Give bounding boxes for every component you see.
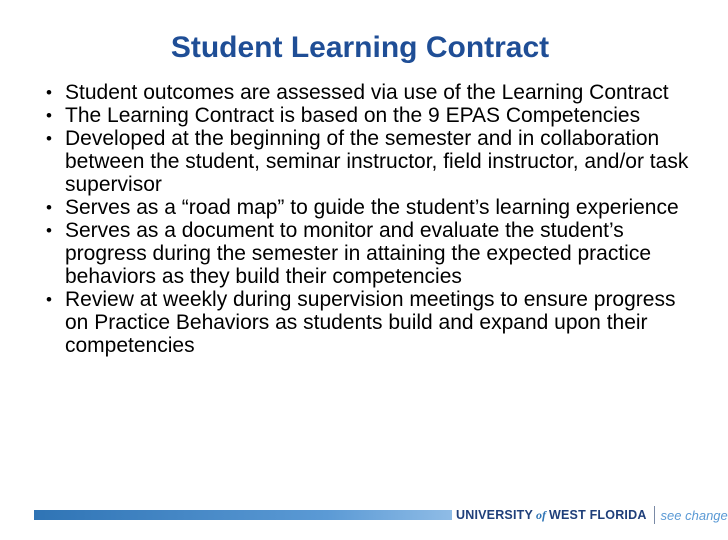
bullet-item (46, 81, 696, 104)
logo-tagline: see change (660, 507, 728, 523)
university-logo (456, 505, 728, 525)
bullet-list (46, 81, 696, 357)
bullet-dot: • (46, 106, 52, 125)
bullet-dot: • (46, 129, 52, 148)
bullet-text: Review at weekly during supervision meetings to ensure progress on Practice Behaviors as students build and expand upon their competencies (65, 288, 676, 357)
bullet-text: Student outcomes are assessed via use of the Learning Contract (65, 81, 669, 104)
bullet-item (46, 104, 696, 127)
bullet-dot: • (46, 198, 52, 217)
bullet-text: The Learning Contract is based on the 9 EPAS Competencies (65, 104, 641, 127)
bullet-item (46, 219, 696, 288)
logo-of-text: of (536, 507, 547, 522)
bullet-text: Developed at the beginning of the semester and in collaboration between the student, seminar instructor, field instructor, and/or task supervisor (65, 127, 689, 196)
logo-divider (654, 506, 655, 524)
logo-university-text: UNIVERSITY (456, 508, 534, 522)
bullet-item (46, 196, 696, 219)
footer-bar (34, 510, 452, 520)
slide-title: Student Learning Contract (170, 31, 550, 64)
bullet-dot: • (46, 83, 52, 102)
bullet-item (46, 288, 696, 357)
logo-west-florida-text: WEST FLORIDA (549, 508, 647, 522)
bullet-dot: • (46, 290, 52, 309)
bullet-text: Serves as a document to monitor and evaluate the student’s progress during the semester in attaining the expected practice behaviors as they build their competencies (65, 219, 652, 288)
bullet-text: Serves as a “road map” to guide the student’s learning experience (65, 196, 679, 219)
bullet-dot: • (46, 221, 52, 240)
bullet-item (46, 127, 696, 196)
